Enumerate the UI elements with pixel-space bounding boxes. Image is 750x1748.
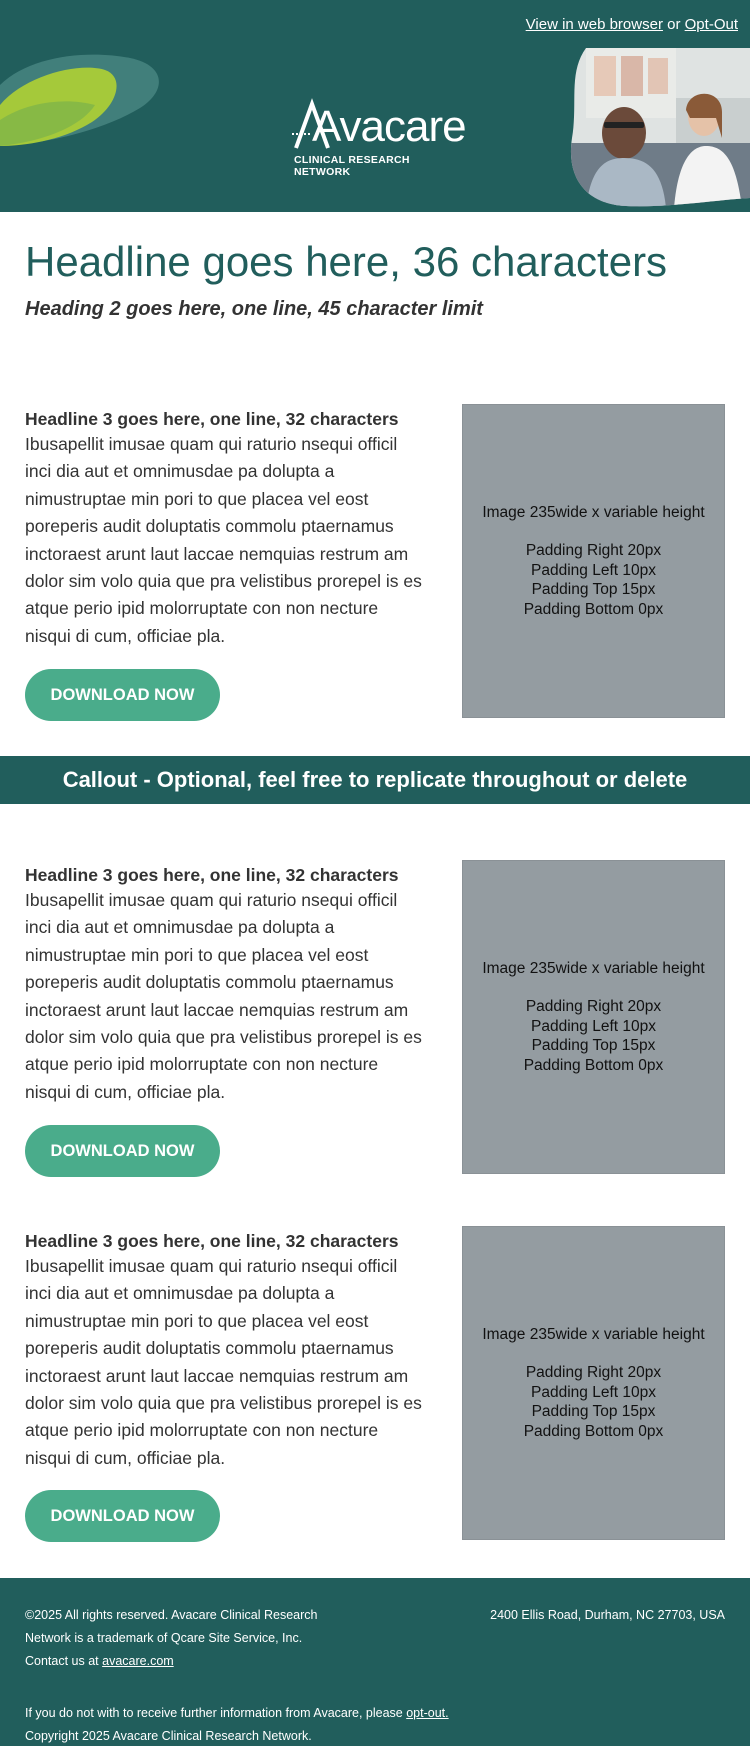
download-now-button[interactable]: DOWNLOAD NOW [25,1490,220,1542]
image-placeholder-line: Padding Right 20px [525,542,662,560]
download-now-button[interactable]: DOWNLOAD NOW [25,669,220,721]
footer-unsub-prefix: If you do not with to receive further information from Avacare, please [25,1706,407,1720]
opt-out-link[interactable]: Opt-Out [684,16,738,33]
footer-legal [25,1604,325,1673]
image-placeholder-line: Padding Left 10px [531,1017,656,1035]
logo-subtitle: CLINICAL RESEARCH NETWORK [294,154,410,178]
view-in-browser-link[interactable]: View in web browser [525,16,663,33]
image-placeholder-line: Padding Left 10px [531,561,656,579]
section-headline: Headline 3 goes here, one line, 32 characters [25,1231,399,1251]
footer-address: 2400 Ellis Road, Durham, NC 27703, USA [490,1608,725,1622]
footer-rights-text: ©2025 All rights reserved. Avacare Clinical Research Network is a trademark of Qcare Site Service, Inc. [25,1608,318,1645]
footer-opt-out-link[interactable]: opt-out. [406,1706,449,1720]
image-placeholder-line: Padding Left 10px [531,1383,656,1401]
section-text [25,408,425,650]
or-text: or [662,16,685,33]
section-text [25,1230,425,1472]
sub-heading: Heading 2 goes here, one line, 45 character limit [25,298,483,320]
section-body: Ibusapellit imusae quam qui raturio nsequi officil inci dia aut et omnimusdae pa dolupta a nimustruptae min pori to que placea vel eost poreperis audit doluptatis commolu ptaernamus inctoraest arunt laut laccae nemquias restrum am dolor sim volo quia que pra velistibus prorepel is es atque perio ipid molorruptate con non necture nisqui di cum, officiae pla. [25,434,422,646]
section-headline: Headline 3 goes here, one line, 32 characters [25,865,399,885]
image-placeholder-title: Image 235wide x variable height [482,1325,705,1343]
email-header [0,0,750,212]
image-placeholder-line: Padding Bottom 0px [523,1056,664,1074]
image-placeholder-line: Padding Bottom 0px [523,1422,664,1440]
image-placeholder-line: Padding Top 15px [531,1403,656,1421]
section-headline: Headline 3 goes here, one line, 32 characters [25,409,399,429]
logo-wordmark: Avacare [312,102,466,151]
image-placeholder-title: Image 235wide x variable height [482,503,705,521]
image-placeholder-line: Padding Top 15px [531,581,656,599]
image-placeholder [462,404,725,718]
image-placeholder-line: Padding Right 20px [525,998,662,1016]
footer-unsubscribe [25,1702,449,1748]
image-placeholder [462,860,725,1174]
image-placeholder-title: Image 235wide x variable height [482,959,705,977]
footer-copyright: Copyright 2025 Avacare Clinical Research Network. [25,1729,312,1743]
avacare-logo [292,94,466,178]
email-footer [0,1578,750,1746]
image-placeholder-line: Padding Top 15px [531,1037,656,1055]
section-body: Ibusapellit imusae quam qui raturio nsequi officil inci dia aut et omnimusdae pa dolupta a nimustruptae min pori to que placea vel eost poreperis audit doluptatis commolu ptaernamus inctoraest arunt laut laccae nemquias restrum am dolor sim volo quia que pra velistibus prorepel is es atque perio ipid molorruptate con non necture nisqui di cum, officiae pla. [25,1256,422,1468]
callout-banner: Callout - Optional, feel free to replicate throughout or delete [0,756,750,804]
download-now-button[interactable]: DOWNLOAD NOW [25,1125,220,1177]
header-links [526,16,738,33]
decorative-leaf-shape [0,50,170,150]
image-placeholder-line: Padding Bottom 0px [523,600,664,618]
image-placeholder [462,1226,725,1540]
main-headline: Headline goes here, 36 characters [25,238,668,285]
header-photo-doctor-patient [566,48,750,208]
section-text [25,864,425,1106]
image-placeholder-line: Padding Right 20px [525,1364,662,1382]
footer-contact-prefix: Contact us at [25,1654,103,1668]
section-body: Ibusapellit imusae quam qui raturio nsequi officil inci dia aut et omnimusdae pa dolupta a nimustruptae min pori to que placea vel eost poreperis audit doluptatis commolu ptaernamus inctoraest arunt laut laccae nemquias restrum am dolor sim volo quia que pra velistibus prorepel is es atque perio ipid molorruptate con non necture nisqui di cum, officiae pla. [25,890,422,1102]
footer-contact-link[interactable]: avacare.com [102,1654,174,1668]
